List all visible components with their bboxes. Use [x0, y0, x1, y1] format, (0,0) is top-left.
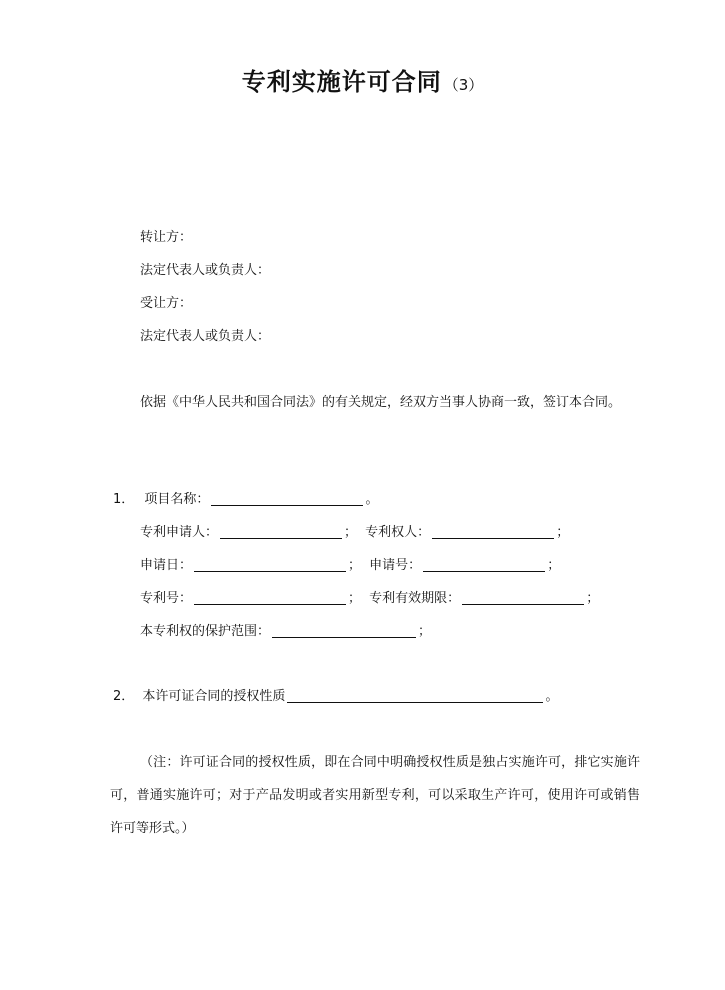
section2-line	[113, 688, 558, 706]
transferee-rep-line	[140, 328, 270, 346]
transferor-rep-line	[140, 262, 270, 280]
patentee-blank[interactable]	[432, 525, 554, 539]
applicant-line	[140, 524, 569, 542]
application-no-semicolon: ；	[547, 558, 561, 573]
project-name-period: 。	[365, 492, 379, 507]
applicant-blank[interactable]	[220, 525, 342, 539]
transferee-label: 受让方：	[140, 296, 193, 311]
note-paragraph: （注：许可证合同的授权性质，即在合同中明确授权性质是独占实施许可，排它实施许可，普通实施许可；对于产品发明或者实用新型专利，可以采取生产许可，使用许可或销售许可等形式。）	[110, 755, 640, 836]
application-date-line	[140, 557, 560, 575]
preamble-paragraph: 依据《中华人民共和国合同法》的有关规定，经双方当事人协商一致，签订本合同。	[140, 395, 622, 410]
application-date-label: 申请日：	[140, 558, 193, 573]
transferor-line	[140, 229, 192, 247]
title-main: 专利实施许可合同	[241, 68, 442, 96]
project-name-blank[interactable]	[211, 492, 363, 506]
transferor-rep-label: 法定代表人或负责人：	[140, 263, 271, 278]
patentee-label: 专利权人：	[365, 525, 431, 540]
scope-blank[interactable]	[272, 624, 416, 638]
section1-number: 1．	[113, 492, 135, 507]
section1-project-line	[113, 491, 378, 509]
title-suffix: （3）	[443, 76, 484, 94]
project-name-label: 项目名称：	[144, 492, 210, 507]
validity-blank[interactable]	[462, 591, 584, 605]
application-date-blank[interactable]	[194, 558, 346, 572]
patent-no-line	[140, 590, 599, 608]
scope-label: 本专利权的保护范围：	[140, 624, 271, 639]
patent-no-blank[interactable]	[194, 591, 346, 605]
patentee-semicolon: ；	[556, 525, 570, 540]
transferor-label: 转让方：	[140, 230, 193, 245]
validity-label: 专利有效期限：	[369, 591, 461, 606]
applicant-label: 专利申请人：	[140, 525, 219, 540]
application-date-semicolon: ；	[348, 558, 362, 573]
patent-no-semicolon: ；	[348, 591, 362, 606]
section2-text: 本许可证合同的授权性质	[142, 689, 286, 704]
applicant-semicolon: ；	[344, 525, 358, 540]
section2-period: 。	[545, 689, 559, 704]
transferee-line	[140, 295, 192, 313]
authorization-nature-blank[interactable]	[287, 689, 543, 703]
document-title	[0, 62, 725, 97]
validity-semicolon: ；	[586, 591, 600, 606]
transferee-rep-label: 法定代表人或负责人：	[140, 329, 271, 344]
application-no-label: 申请号：	[369, 558, 422, 573]
section2-number: 2．	[113, 689, 135, 704]
scope-line	[140, 623, 431, 641]
scope-semicolon: ；	[418, 624, 432, 639]
patent-no-label: 专利号：	[140, 591, 193, 606]
application-no-blank[interactable]	[423, 558, 545, 572]
